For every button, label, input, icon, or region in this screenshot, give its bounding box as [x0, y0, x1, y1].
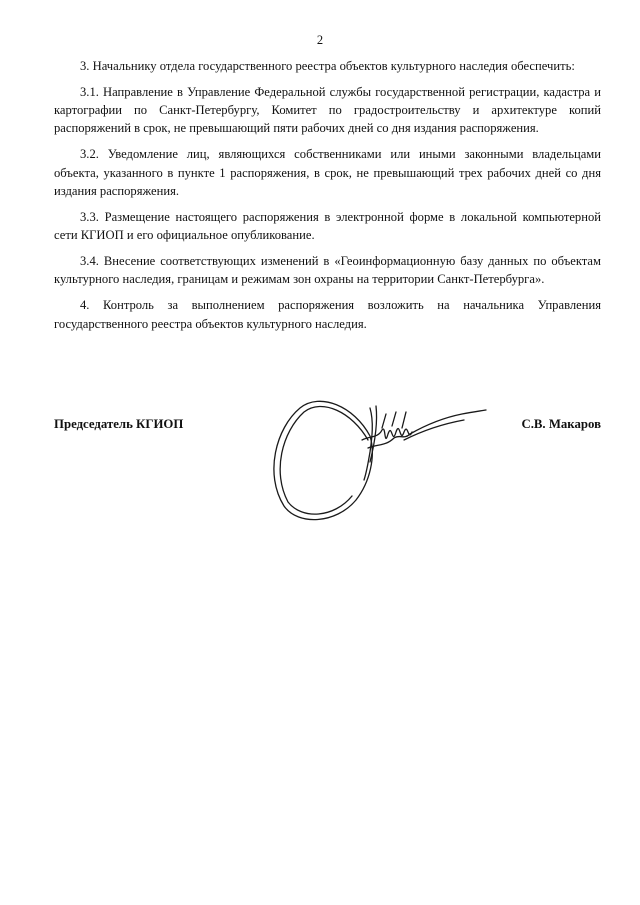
signer-title: Председатель КГИОП: [54, 417, 184, 431]
paragraph-3-2: 3.2. Уведомление лиц, являющихся собственниками или иными законными владельцами объекта, указанного в пункте 1 распоряжения, в срок, не превышающий трех рабочих дней со дня издания распоряжения.: [54, 147, 601, 198]
paragraph-3-4: 3.4. Внесение соответствующих изменений в «Геоинформационную базу данных по объектам культурного наследия, границам и режимам зон охраны на территории Санкт-Петербурга».: [54, 254, 601, 287]
signer-name: С.В. Макаров: [521, 417, 601, 431]
page-number: 2: [316, 33, 324, 47]
document-body: [54, 57, 601, 340]
handwritten-signature: [258, 378, 488, 528]
paragraph-3-1: 3.1. Направление в Управление Федеральной службы государственной регистрации, кадастра и картографии по Санкт-Петербургу, Комитет по градостроительству и архитектуре копий распоряжений в срок, не превышающий пяти рабочих дней со дня издания распоряжения.: [54, 84, 601, 136]
paragraph-4: 4. Контроль за выполнением распоряжения возложить на начальника Управления государственного реестра объектов культурного наследия.: [54, 298, 601, 331]
paragraph-3: 3. Начальнику отдела государственного реестра объектов культурного наследия обеспечить:: [80, 59, 575, 73]
paragraph-3-3: 3.3. Размещение настоящего распоряжения в электронной форме в локальной компьютерной сети КГИОП и его официальное опубликование.: [54, 209, 601, 243]
